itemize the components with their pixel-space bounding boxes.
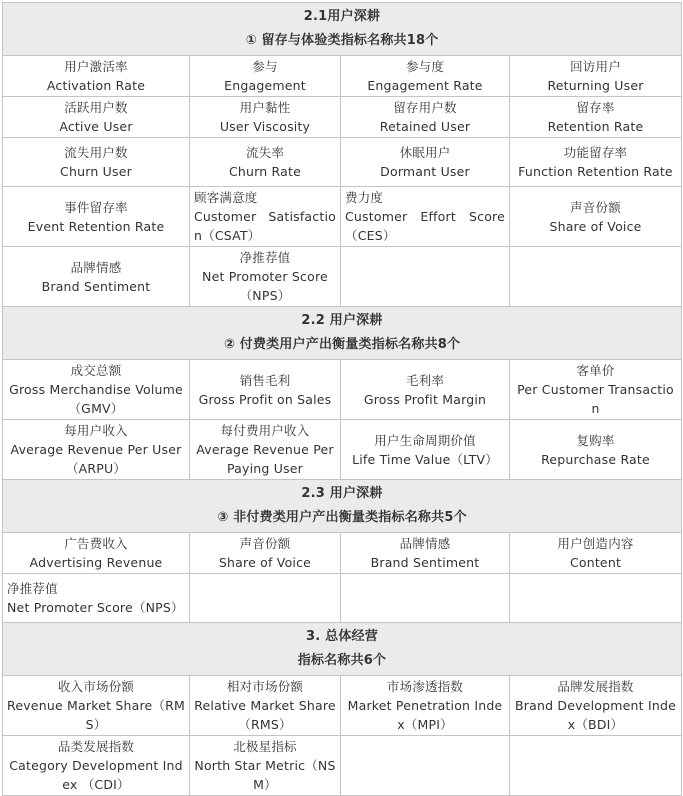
metric-name-en: Average Revenue Per User（ARPU） bbox=[10, 442, 182, 476]
metric-name-en: Engagement Rate bbox=[367, 78, 483, 93]
section-title: 2.1用户深耕 bbox=[303, 9, 381, 24]
metric-cell bbox=[510, 420, 682, 480]
metric-name-en: Customer Satisfaction（CSAT） bbox=[194, 209, 336, 243]
metric-name-cn: 客单价 bbox=[576, 363, 615, 378]
metric-name-cn: 复购率 bbox=[576, 432, 615, 448]
metric-name-cn: 成交总额 bbox=[70, 363, 122, 378]
metric-cell bbox=[510, 676, 682, 736]
metric-name-cn: 净推荐值 bbox=[7, 581, 58, 596]
metric-name-en: Relative Market Share（RMS） bbox=[194, 698, 336, 732]
metric-cell bbox=[510, 247, 682, 307]
metric-cell bbox=[190, 533, 341, 574]
metric-row bbox=[3, 574, 682, 623]
section-subtitle: ② 付费类用户产出衡量类指标名称共8个 bbox=[223, 337, 461, 352]
metric-cell bbox=[3, 736, 190, 796]
metric-name-en: Event Retention Rate bbox=[27, 218, 165, 234]
metric-name-en: User Viscosity bbox=[219, 119, 311, 134]
metrics-table-body bbox=[3, 3, 682, 796]
metric-row bbox=[3, 187, 682, 247]
metric-name-en: Per Customer Transaction bbox=[517, 382, 674, 416]
section-header bbox=[3, 623, 682, 676]
metric-name-cn: 品牌情感 bbox=[399, 536, 451, 551]
metric-name-cn: 净推荐值 bbox=[239, 250, 291, 265]
metric-name-en: Brand Sentiment bbox=[370, 555, 480, 570]
metric-row bbox=[3, 360, 682, 420]
metric-cell bbox=[190, 187, 341, 247]
metric-name-en: Advertising Revenue bbox=[29, 555, 163, 570]
section-title: 2.3 用户深耕 bbox=[301, 486, 383, 501]
metric-row bbox=[3, 736, 682, 796]
metric-name-en: Engagement bbox=[224, 78, 306, 93]
metric-name-cn: 活跃用户数 bbox=[64, 100, 128, 115]
metric-cell bbox=[3, 56, 190, 97]
metric-name-cn: 品牌发展指数 bbox=[557, 679, 634, 694]
metric-cell bbox=[3, 574, 190, 623]
metric-cell bbox=[190, 360, 341, 420]
metric-name-cn: 流失率 bbox=[245, 145, 285, 160]
metric-name-en: Customer Effort Score（CES） bbox=[345, 209, 505, 243]
metric-cell bbox=[3, 187, 190, 247]
metric-cell bbox=[341, 676, 510, 736]
metric-name-en: Retention Rate bbox=[547, 119, 644, 134]
metric-name-cn: 声音份额 bbox=[239, 536, 291, 551]
metric-name-cn: 用户创造内容 bbox=[557, 536, 634, 551]
metric-name-en: Share of Voice bbox=[218, 555, 312, 570]
metric-row bbox=[3, 247, 682, 307]
section-header-row bbox=[3, 307, 682, 360]
metric-name-en: Function Retention Rate bbox=[518, 164, 673, 179]
metric-name-en: Revenue Market Share（RMS） bbox=[7, 698, 185, 732]
metric-name-en: North Star Metric（NSM） bbox=[194, 758, 336, 792]
metric-cell bbox=[341, 187, 510, 247]
metric-name-en: Churn Rate bbox=[228, 164, 302, 179]
metric-cell bbox=[341, 56, 510, 97]
metric-cell bbox=[3, 247, 190, 307]
metric-name-cn: 顾客满意度 bbox=[194, 190, 258, 205]
metric-name-cn: 收入市场份额 bbox=[57, 679, 135, 694]
metric-name-cn: 用户激活率 bbox=[64, 59, 128, 74]
metric-name-en: Market Penetration Index（MPI） bbox=[347, 698, 503, 732]
metric-cell bbox=[341, 247, 510, 307]
metric-name-en: Dormant User bbox=[380, 164, 470, 179]
metric-name-cn: 相对市场份额 bbox=[226, 679, 304, 694]
metric-name-en: Net Promoter Score（NPS） bbox=[202, 269, 328, 303]
section-header-row bbox=[3, 623, 682, 676]
metric-cell bbox=[190, 138, 341, 187]
metric-cell bbox=[3, 420, 190, 480]
metric-name-cn: 功能留存率 bbox=[563, 145, 628, 160]
metric-cell bbox=[190, 736, 341, 796]
metric-cell bbox=[3, 360, 190, 420]
section-header-row bbox=[3, 480, 682, 533]
metric-name-en: Activation Rate bbox=[46, 78, 146, 93]
metric-cell bbox=[3, 138, 190, 187]
section-title: 2.2 用户深耕 bbox=[301, 313, 383, 328]
metric-name-en: Brand Development Index（BDI） bbox=[515, 698, 676, 732]
metric-cell bbox=[190, 676, 341, 736]
metric-cell bbox=[341, 138, 510, 187]
section-subtitle: 指标名称共6个 bbox=[297, 653, 387, 668]
metric-name-en: Churn User bbox=[60, 164, 132, 179]
metric-name-cn: 北极星指标 bbox=[233, 739, 297, 754]
metric-name-cn: 品牌情感 bbox=[70, 259, 122, 275]
metric-name-cn: 参与度 bbox=[405, 59, 445, 74]
metric-row bbox=[3, 138, 682, 187]
metric-cell bbox=[190, 420, 341, 480]
metric-name-cn: 广告费收入 bbox=[64, 536, 128, 551]
metric-name-en: Net Promoter Score（NPS） bbox=[7, 600, 184, 615]
metric-name-en: Brand Sentiment bbox=[41, 278, 151, 294]
metric-name-cn: 留存率 bbox=[576, 100, 615, 115]
metric-name-en: Content bbox=[569, 555, 622, 570]
section-header bbox=[3, 3, 682, 56]
metric-name-cn: 毛利率 bbox=[405, 372, 445, 388]
metric-name-cn: 事件留存率 bbox=[64, 199, 128, 215]
metric-cell bbox=[341, 574, 510, 623]
metric-row bbox=[3, 533, 682, 574]
metric-cell bbox=[190, 574, 341, 623]
metric-row bbox=[3, 97, 682, 138]
metric-name-en: Repurchase Rate bbox=[541, 451, 650, 467]
metric-name-en: Gross Profit Margin bbox=[363, 391, 487, 407]
metric-cell bbox=[341, 736, 510, 796]
metric-name-cn: 参与 bbox=[252, 59, 278, 74]
metric-cell bbox=[510, 533, 682, 574]
metric-cell bbox=[341, 533, 510, 574]
metric-name-cn: 休眠用户 bbox=[399, 145, 451, 160]
metric-name-cn: 销售毛利 bbox=[239, 372, 291, 388]
metric-cell bbox=[190, 56, 341, 97]
metric-name-en: Retained User bbox=[379, 119, 471, 134]
metric-name-cn: 声音份额 bbox=[570, 199, 621, 215]
metric-name-cn: 品类发展指数 bbox=[57, 739, 135, 754]
metric-cell bbox=[3, 533, 190, 574]
metric-row bbox=[3, 676, 682, 736]
metric-name-cn: 留存用户数 bbox=[393, 100, 457, 115]
metric-cell bbox=[510, 97, 682, 138]
metric-name-en: Gross Merchandise Volume（GMV） bbox=[9, 382, 183, 416]
metric-cell bbox=[510, 360, 682, 420]
metric-name-en: Active User bbox=[59, 119, 133, 134]
section-title: 3. 总体经营 bbox=[306, 629, 378, 644]
metric-cell bbox=[510, 574, 682, 623]
metric-name-en: Category Development Index （CDI） bbox=[9, 758, 183, 792]
metric-name-en: Gross Profit on Sales bbox=[198, 391, 332, 407]
metric-cell bbox=[341, 97, 510, 138]
metric-name-en: Average Revenue Per Paying User bbox=[196, 442, 334, 476]
metric-cell bbox=[510, 736, 682, 796]
metric-cell bbox=[190, 97, 341, 138]
metric-name-cn: 市场渗透指数 bbox=[386, 679, 464, 694]
section-header bbox=[3, 307, 682, 360]
metric-cell bbox=[341, 360, 510, 420]
metric-name-en: Share of Voice bbox=[549, 218, 642, 234]
section-header-row bbox=[3, 3, 682, 56]
metric-cell bbox=[510, 138, 682, 187]
metric-name-cn: 每用户收入 bbox=[64, 423, 128, 438]
section-header bbox=[3, 480, 682, 533]
metric-cell bbox=[3, 676, 190, 736]
metric-name-en: Returning User bbox=[547, 78, 644, 93]
metric-cell bbox=[510, 56, 682, 97]
metric-name-en: Life Time Value（LTV） bbox=[352, 451, 498, 467]
metric-name-cn: 流失用户数 bbox=[64, 145, 128, 160]
metric-row bbox=[3, 420, 682, 480]
metric-name-cn: 每付费用户收入 bbox=[220, 423, 310, 438]
metric-name-cn: 用户黏性 bbox=[239, 100, 291, 115]
metric-cell bbox=[3, 97, 190, 138]
metric-name-cn: 回访用户 bbox=[570, 59, 621, 74]
section-subtitle: ① 留存与体验类指标名称共18个 bbox=[245, 33, 439, 48]
metric-row bbox=[3, 56, 682, 97]
metric-cell bbox=[190, 247, 341, 307]
metrics-table bbox=[2, 2, 682, 796]
metric-name-cn: 用户生命周期价值 bbox=[374, 432, 476, 448]
metric-cell bbox=[510, 187, 682, 247]
metric-name-cn: 费力度 bbox=[345, 190, 384, 205]
section-subtitle: ③ 非付费类用户产出衡量类指标名称共5个 bbox=[217, 510, 467, 525]
metric-cell bbox=[341, 420, 510, 480]
